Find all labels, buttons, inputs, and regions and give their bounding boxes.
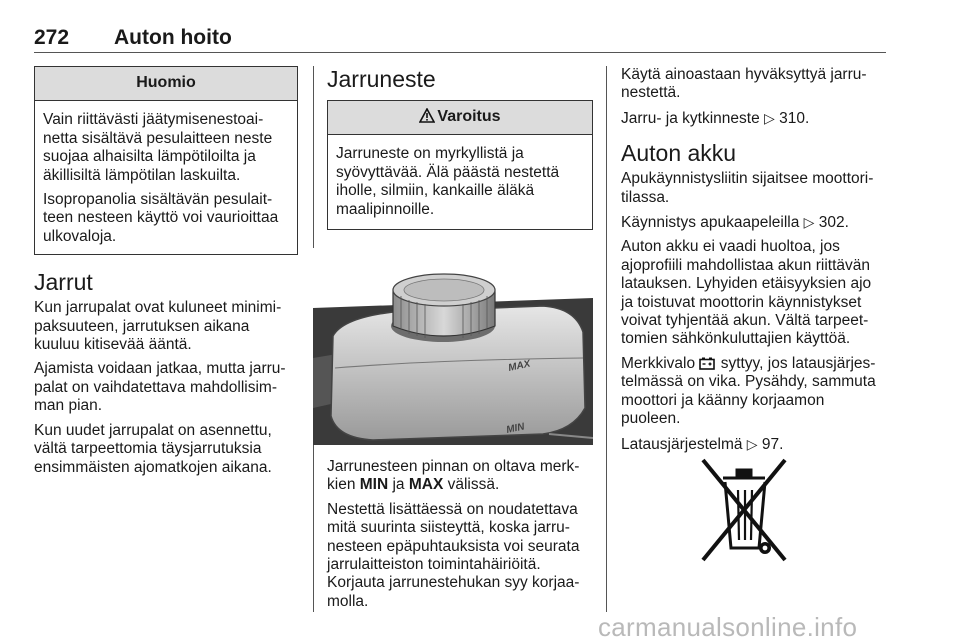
warning-light-paragraph: Merkkivalo syttyy, jos latausjärjestelmässä on vika. Pysähdy, sammuta moottori ja käänny korjaamon puoleen. <box>621 354 876 428</box>
paragraph: Auton akku ei vaadi huoltoa, jos ajoprofiili mahdollistaa akun riittävän latauksen. Lyhyiden etäisyyksien ajo ja toistuvat moottorin käynnistykset voivat tyhjentää akun. Vältä tarpeettomien sähkönkuluttajien käyttöä. <box>621 238 872 348</box>
cross-reference: Jarru- ja kytkinneste ▷ 310. <box>621 109 810 127</box>
max-label: MAX <box>408 476 444 494</box>
cross-reference: Latausjärjestelmä ▷ 97. <box>621 435 784 453</box>
middle-column-text <box>327 458 593 617</box>
chapter-title: Auton hoito <box>114 26 232 49</box>
paragraph: Kun jarrupalat ovat kuluneet minimipaksuuteen, jarrutuksen aikana kuuluu kitisevää ääntä. <box>34 299 282 354</box>
section-title-jarrut: Jarrut <box>34 269 93 296</box>
section-title-auton-akku: Auton akku <box>621 140 737 167</box>
crossed-bin-recycling-icon <box>699 456 789 566</box>
min-mark-label: MIN <box>505 421 526 436</box>
reference-arrow-icon: ▷ <box>764 109 775 126</box>
paragraph: Ajamista voidaan jatkaa, mutta jarrupalat on vaihdatettava mahdollisimman pian. <box>34 360 286 415</box>
notice-paragraph: Vain riittävästi jäätymisenestoainetta sisältävä pesulaitteen neste suojaa alhaisilta lämpötiloilta ja äkillisiltä lämpötilan laskuilta. <box>43 111 273 184</box>
watermark: carmanualsonline.info <box>598 612 858 642</box>
reference-arrow-icon: ▷ <box>803 214 815 231</box>
left-column <box>34 66 298 483</box>
max-mark-label: MAX <box>507 358 532 374</box>
brake-fluid-level-paragraph: Jarrunesteen pinnan on oltava merkkien MIN ja MAX välissä. <box>327 458 580 494</box>
page-number: 272 <box>34 26 70 49</box>
notice-box <box>34 66 298 255</box>
warning-title: Varoitus <box>437 108 501 125</box>
warning-text: Jarruneste on myrkyllistä ja syövyttävää. Älä päästä nestettä iholle, silmiin, kankaille äläkä maalipinnoille. <box>336 145 560 218</box>
section-title-jarruneste: Jarruneste <box>327 66 436 92</box>
paragraph: Apukäynnistysliitin sijaitsee moottoritilassa. <box>621 170 874 206</box>
reference-arrow-icon: ▷ <box>746 435 758 452</box>
column-divider-right <box>606 66 607 612</box>
battery-warning-icon <box>699 357 715 370</box>
right-column <box>621 66 887 460</box>
warning-box <box>327 100 593 230</box>
paragraph: Käytä ainoastaan hyväksyttyä jarrunestettä. <box>621 66 867 102</box>
header-divider <box>34 52 886 53</box>
warning-triangle-icon <box>419 108 435 123</box>
notice-title: Huomio <box>35 67 297 101</box>
notice-paragraph: Isopropanolia sisältävän pesulaitteen nesteen käyttö voi vaurioittaa ulkovaloja. <box>43 191 279 245</box>
paragraph: Nestettä lisättäessä on noudatettava mitä suurinta siisteyttä, koska jarrunesteen epäpuhtauksista voi seurata jarrulaitteiston toimintahäiriöitä. Korjauta jarrunestehukan syy korjaamolla. <box>327 500 580 610</box>
brake-fluid-reservoir-illustration <box>313 248 593 445</box>
middle-column <box>327 66 593 230</box>
warning-header <box>328 101 592 135</box>
paragraph: Kun uudet jarrupalat on asennettu, vältä tarpeettomia täysjarrutuksia ensimmäisten ajomatkojen aikana. <box>34 421 272 476</box>
cross-reference: Käynnistys apukaapeleilla ▷ 302. <box>621 214 849 232</box>
page-header <box>34 26 886 52</box>
min-label: MIN <box>359 476 389 494</box>
